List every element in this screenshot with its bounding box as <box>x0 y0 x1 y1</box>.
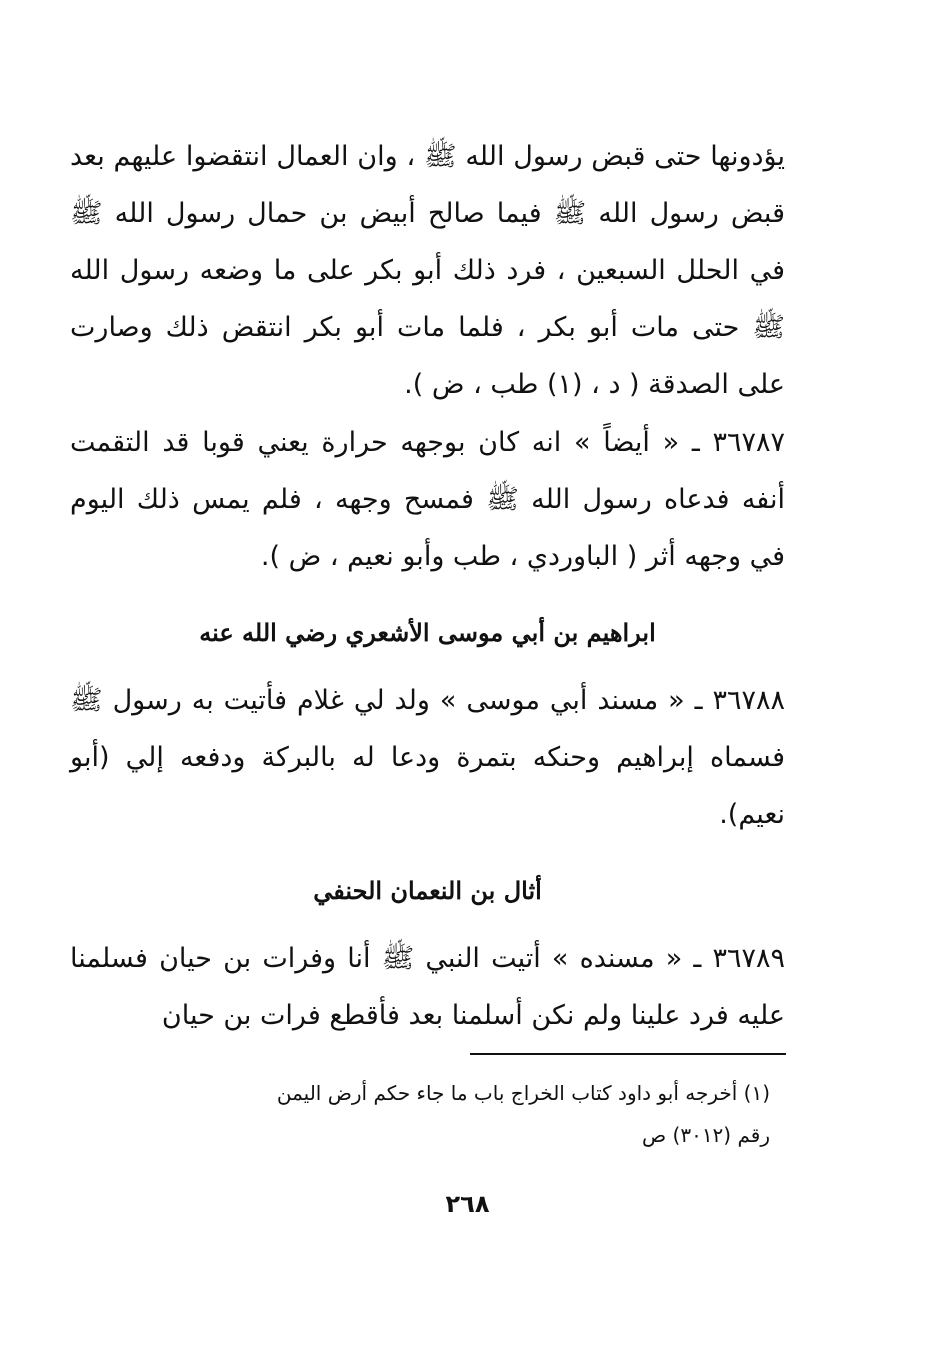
footnote <box>80 1072 770 1156</box>
hadith-36789 <box>70 930 785 1044</box>
paragraph-text: ٣٦٧٨٨ ـ « مسند أبي موسى » ولد لي غلام فأتيت به رسول ﷺ فسماه إبراهيم وحنكه بتمرة ودعا له بالبركة ودفعه إلي (أبو نعيم). <box>70 685 785 830</box>
footnote-line-1: (١) أخرجه أبو داود كتاب الخراج باب ما جاء حكم أرض اليمن <box>276 1081 770 1105</box>
section-heading-uthal: أثال بن النعمان الحنفي <box>313 876 542 905</box>
paragraph-text: ٣٦٧٨٧ ـ « أيضاً » انه كان بوجهه حرارة يعني قوبا قد التقمت أنفه فدعاه رسول الله ﷺ فمسح وجهه ، فلم يمس ذلك اليوم في وجهه أثر ( الباوردي ، طب وأبو نعيم ، ض ). <box>70 427 785 572</box>
page-number: ٢٦٨ <box>445 1190 490 1218</box>
paragraph-text: يؤدونها حتى قبض رسول الله ﷺ ، وان العمال انتقضوا عليهم بعد قبض رسول الله ﷺ فيما صالح أبيض بن حمال رسول الله ﷺ في الحلل السبعين ، فرد ذلك أبو بكر على ما وضعه رسول الله ﷺ حتى مات أبو بكر ، فلما مات أبو بكر انتقض ذلك وصارت على الصدقة ( د ، (١) طب ، ض ). <box>70 141 785 400</box>
footnote-divider <box>470 1053 786 1055</box>
hadith-36787 <box>70 414 785 585</box>
paragraph-text: ٣٦٧٨٩ ـ « مسنده » أتيت النبي ﷺ أنا وفرات بن حيان فسلمنا عليه فرد علينا ولم نكن أسلمنا بعد فأقطع فرات بن حيان <box>70 943 785 1031</box>
section-heading-ibrahim: ابراهيم بن أبي موسى الأشعري رضي الله عنه <box>199 618 656 647</box>
footnote-line-2: رقم (٣٠١٢) ص <box>641 1123 770 1147</box>
body-paragraph-1 <box>70 128 785 413</box>
hadith-36788 <box>70 672 785 843</box>
